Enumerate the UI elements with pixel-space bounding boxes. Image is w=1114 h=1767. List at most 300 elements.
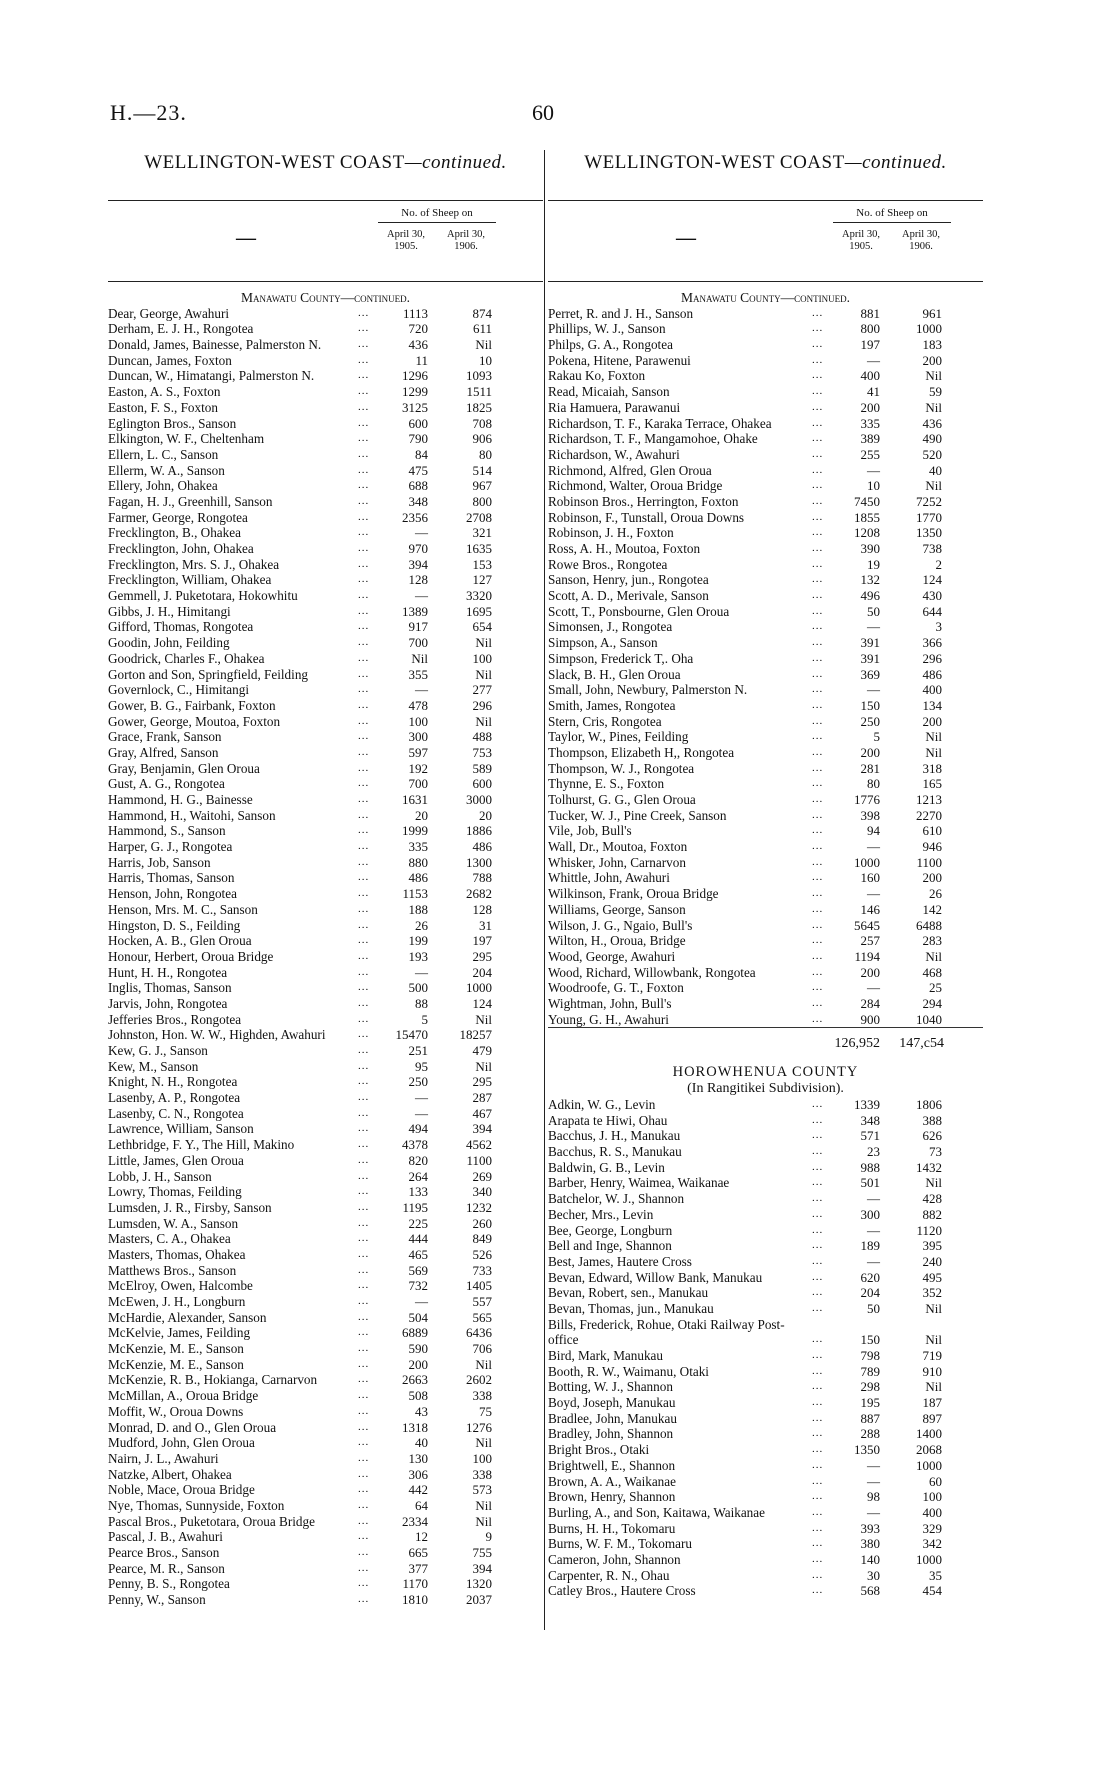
horowhenua-subheading: (In Rangitikei Subdivision). <box>687 1081 844 1097</box>
sheep-1905: 1194 <box>854 948 880 964</box>
owner-name: Vile, Job, Bull's <box>548 823 632 839</box>
leader-dots: ... <box>358 385 370 398</box>
owner-name: Tucker, W. J., Pine Creek, Sanson <box>548 807 727 823</box>
sheep-1905: 1299 <box>402 384 428 400</box>
owner-name: Brightwell, E., Shannon <box>548 1457 676 1473</box>
owner-name: Booth, R. W., Waimanu, Otaki <box>548 1363 709 1379</box>
sheep-1906: Nil <box>925 1175 942 1191</box>
sheep-1906: 946 <box>922 839 942 855</box>
leader-dots: ... <box>812 1192 824 1205</box>
owner-name: Simonsen, J., Rongotea <box>548 619 673 635</box>
table-row <box>108 1451 543 1467</box>
table-row <box>548 416 983 432</box>
sheep-1906: 565 <box>472 1309 492 1325</box>
sheep-1906: 153 <box>472 556 492 572</box>
table-row <box>548 353 983 369</box>
table-row <box>548 619 983 635</box>
leader-dots: ... <box>812 1012 824 1025</box>
table-row <box>108 1121 543 1137</box>
table-row <box>548 1505 983 1521</box>
leader-dots: ... <box>358 1483 370 1496</box>
table-row <box>108 1482 543 1498</box>
left-date-1906: April 30, 1906. <box>447 229 485 252</box>
sheep-1905: 398 <box>860 807 880 823</box>
sheep-1906: 128 <box>472 901 492 917</box>
sheep-1906: 1000 <box>916 1457 942 1473</box>
owner-name: Baldwin, G. B., Levin <box>548 1159 665 1175</box>
sheep-1906: 340 <box>472 1184 492 1200</box>
table-row <box>108 933 543 949</box>
leader-dots: ... <box>358 1247 370 1260</box>
sheep-1906: 2270 <box>916 807 942 823</box>
owner-name: McEwen, J. H., Longburn <box>108 1294 246 1309</box>
sheep-1906: Nil <box>925 478 942 494</box>
leader-dots: ... <box>812 1552 824 1565</box>
leader-dots: ... <box>812 1145 824 1158</box>
sheep-1906: 6488 <box>916 917 942 933</box>
leader-dots: ... <box>812 777 824 790</box>
sheep-1906: 2068 <box>916 1442 942 1458</box>
owner-name: Frecklington, William, Ohakea <box>108 572 272 588</box>
leader-dots: ... <box>812 1568 824 1581</box>
sheep-1905: 30 <box>867 1567 880 1583</box>
table-row <box>108 510 543 526</box>
sheep-1905: 200 <box>860 744 880 760</box>
leader-dots: ... <box>358 1342 370 1355</box>
table-row <box>548 1426 983 1442</box>
leader-dots: ... <box>812 808 824 821</box>
table-row <box>548 431 983 447</box>
sheep-1905: 504 <box>408 1309 428 1325</box>
sheep-1905: 389 <box>860 431 880 447</box>
leader-dots: ... <box>812 793 824 805</box>
sheep-1905: 250 <box>408 1074 428 1090</box>
sheep-1906: 200 <box>922 870 942 886</box>
sheep-1906: 961 <box>922 305 942 321</box>
sheep-1906: 75 <box>479 1403 492 1419</box>
sheep-1906: Nil <box>475 1513 492 1529</box>
table-row <box>108 1169 543 1185</box>
owner-name: Wightman, John, Bull's <box>548 995 672 1011</box>
leader-dots: ... <box>358 1593 370 1606</box>
sheep-1905: 188 <box>408 901 428 917</box>
owner-name: Botting, W. J., Shannon <box>548 1379 673 1395</box>
sheep-1906: 967 <box>472 478 492 494</box>
sheep-1905: 26 <box>415 917 428 933</box>
table-row <box>108 588 543 604</box>
sheep-1905: 688 <box>408 478 428 494</box>
sheep-1905: 12 <box>415 1529 428 1545</box>
sheep-1905: 442 <box>408 1482 428 1498</box>
owner-name: Richardson, T. F., Mangamohoe, Ohake <box>548 431 758 447</box>
owner-name: Frecklington, Mrs. S. J., Ohakea <box>108 556 280 572</box>
sheep-1906: Nil <box>925 744 942 760</box>
leader-dots: ... <box>358 557 370 570</box>
sheep-1906: 296 <box>472 697 492 713</box>
sheep-1905: 377 <box>408 1560 428 1576</box>
table-row <box>108 635 543 651</box>
sheep-1905: — <box>867 886 880 902</box>
sheep-1905: 790 <box>408 431 428 447</box>
sheep-1905: 15470 <box>395 1027 428 1043</box>
table-row <box>108 1012 543 1028</box>
sheep-1906: 295 <box>472 1074 492 1090</box>
right-section-heading: Manawatu County—continued. <box>680 290 851 305</box>
owner-name: McKenzie, R. B., Hokianga, Carnarvon <box>108 1372 318 1388</box>
owner-name: Pascal, J. B., Awahuri <box>108 1529 223 1545</box>
table-row <box>548 1285 983 1301</box>
left-sheep-header: No. of Sheep on <box>378 207 496 223</box>
table-row <box>108 839 543 855</box>
leader-dots: ... <box>812 667 824 680</box>
table-row <box>548 714 983 730</box>
table-row <box>108 1576 543 1592</box>
sheep-1905: 251 <box>408 1043 428 1058</box>
sheep-1906: 1635 <box>466 541 492 556</box>
leader-dots: ... <box>358 510 370 523</box>
sheep-1906: 80 <box>479 446 492 462</box>
owner-name: Eglington Bros., Sanson <box>108 415 237 431</box>
leader-dots: ... <box>358 369 370 382</box>
owner-name: Bevan, Thomas, jun., Manukau <box>548 1300 714 1316</box>
sheep-1906: 600 <box>472 776 492 792</box>
leader-dots: ... <box>812 369 824 382</box>
sheep-1906: 706 <box>472 1341 492 1357</box>
sheep-1906: 526 <box>472 1246 492 1262</box>
sheep-1905: 478 <box>408 697 428 713</box>
left-table-body <box>108 290 543 1608</box>
sheep-1906: 18257 <box>459 1027 492 1043</box>
leader-dots: ... <box>812 761 824 774</box>
owner-name: Slack, B. H., Glen Oroua <box>548 666 681 682</box>
sheep-1905: 95 <box>415 1058 428 1074</box>
right-table-header <box>548 200 983 282</box>
table-row <box>548 604 983 620</box>
sheep-1905: 1776 <box>854 792 880 807</box>
sheep-1906: 400 <box>922 682 942 698</box>
leader-dots: ... <box>358 855 370 868</box>
leader-dots: ... <box>812 871 824 884</box>
table-row <box>108 447 543 463</box>
sheep-1906: 589 <box>472 760 492 776</box>
sheep-1906: Nil <box>475 1356 492 1372</box>
leader-dots: ... <box>358 793 370 805</box>
leader-dots: ... <box>358 1185 370 1198</box>
sheep-1905: — <box>415 1294 428 1309</box>
leader-dots: ... <box>358 714 370 727</box>
owner-name: Richardson, W., Awahuri <box>548 446 680 462</box>
sheep-1905: 193 <box>408 948 428 964</box>
owner-name: McHardie, Alexander, Sanson <box>108 1309 267 1325</box>
leader-dots: ... <box>358 636 370 649</box>
owner-name: Thompson, W. J., Rongotea <box>548 760 695 776</box>
sheep-1906: 708 <box>472 415 492 431</box>
table-row <box>108 1561 543 1577</box>
sheep-1906: Nil <box>925 729 942 745</box>
owner-name: Perret, R. and J. H., Sanson <box>548 305 694 321</box>
sheep-1905: — <box>867 462 880 478</box>
sheep-1906: 626 <box>922 1128 942 1144</box>
owner-name: Bradley, John, Shannon <box>548 1426 674 1442</box>
sheep-1905: 43 <box>415 1403 428 1419</box>
owner-name: Stern, Cris, Rongotea <box>548 713 662 729</box>
sheep-1905: 100 <box>408 713 428 729</box>
leader-dots: ... <box>358 1106 370 1119</box>
sheep-1905: 204 <box>860 1285 880 1301</box>
table-row <box>108 337 543 353</box>
table-row <box>548 572 983 588</box>
sheep-1906: 269 <box>472 1168 492 1184</box>
owner-name: Whisker, John, Carnarvon <box>548 854 686 870</box>
owner-name: Catley Bros., Hautere Cross <box>548 1583 696 1599</box>
table-row <box>108 1325 543 1341</box>
sheep-1905: Nil <box>411 650 428 666</box>
sheep-1906: 124 <box>472 995 492 1011</box>
sheep-1905: 306 <box>408 1466 428 1482</box>
leader-dots: ... <box>812 855 824 868</box>
sheep-1906: 428 <box>922 1191 942 1207</box>
owner-name: Lasenby, C. N., Rongotea <box>108 1105 244 1121</box>
sheep-1906: 277 <box>472 682 492 698</box>
leader-dots: ... <box>812 887 824 900</box>
leader-dots: ... <box>812 636 824 649</box>
owner-name: Richmond, Walter, Oroua Bridge <box>548 478 723 494</box>
owner-name: Harris, Thomas, Sanson <box>108 870 235 886</box>
table-row <box>548 745 983 761</box>
right-total-row <box>548 1027 983 1060</box>
leader-dots: ... <box>812 918 824 931</box>
table-row <box>108 494 543 510</box>
table-row <box>548 494 983 510</box>
sheep-1905: 1296 <box>402 368 428 384</box>
table-row <box>108 431 543 447</box>
table-row <box>108 965 543 981</box>
owner-name: Best, James, Hautere Cross <box>548 1253 692 1269</box>
leader-dots: ... <box>358 1451 370 1464</box>
horowhenua-heading: HOROWHENUA COUNTY <box>672 1064 859 1081</box>
owner-name: Bills, Frederick, Rohue, Otaki Railway Post-office <box>548 1316 785 1348</box>
leader-dots: ... <box>812 1349 824 1362</box>
leader-dots: ... <box>812 1129 824 1142</box>
sheep-1906: 1695 <box>466 603 492 619</box>
sheep-1905: — <box>415 964 428 980</box>
owner-name: Hammond, H. G., Bainesse <box>108 792 253 807</box>
owner-name: Lumsden, W. A., Sanson <box>108 1215 239 1231</box>
sheep-1906: 2037 <box>466 1592 492 1608</box>
table-row <box>108 1529 543 1545</box>
sheep-1906: 1400 <box>916 1426 942 1442</box>
table-row <box>108 1420 543 1436</box>
sheep-1906: 187 <box>922 1395 942 1411</box>
sheep-1905: 348 <box>860 1112 880 1128</box>
owner-name: Bee, George, Longburn <box>548 1222 673 1238</box>
sheep-1905: 486 <box>408 870 428 886</box>
owner-name: Ellerm, W. A., Sanson <box>108 462 225 478</box>
table-row <box>108 321 543 337</box>
sheep-1905: 1170 <box>402 1576 428 1592</box>
leader-dots: ... <box>358 1216 370 1229</box>
sheep-1906: 1825 <box>466 399 492 415</box>
sheep-1905: 970 <box>408 541 428 556</box>
table-row <box>108 604 543 620</box>
owner-name: Sanson, Henry, jun., Rongotea <box>548 572 709 588</box>
sheep-1906: 874 <box>472 305 492 321</box>
table-row <box>108 1247 543 1263</box>
leader-dots: ... <box>358 1263 370 1276</box>
owner-name: Tolhurst, G. G., Glen Oroua <box>548 792 696 807</box>
owner-name: Ross, A. H., Moutoa, Foxton <box>548 541 701 556</box>
sheep-1906: 1213 <box>916 792 942 807</box>
sheep-1905: 10 <box>867 478 880 494</box>
sheep-1905: 1153 <box>402 886 428 902</box>
leader-dots: ... <box>812 1207 824 1220</box>
table-row <box>548 886 983 902</box>
sheep-1905: 568 <box>860 1583 880 1599</box>
leader-dots: ... <box>358 745 370 758</box>
sheep-1905: — <box>415 1105 428 1121</box>
owner-name: Masters, C. A., Ohakea <box>108 1231 231 1247</box>
leader-dots: ... <box>812 463 824 476</box>
table-row <box>108 541 543 557</box>
sheep-1905: 192 <box>408 760 428 776</box>
sheep-1905: 571 <box>860 1128 880 1144</box>
sheep-1906: 394 <box>472 1560 492 1576</box>
owner-name: Lowry, Thomas, Feilding <box>108 1184 242 1200</box>
leader-dots: ... <box>358 447 370 460</box>
table-row <box>548 1207 983 1223</box>
leader-dots: ... <box>812 1380 824 1393</box>
table-row <box>548 965 983 981</box>
table-row <box>548 463 983 479</box>
sheep-1905: 436 <box>408 337 428 353</box>
table-row <box>548 651 983 667</box>
owner-name: Wilson, J. G., Ngaio, Bull's <box>548 917 693 933</box>
sheep-1905: 1350 <box>854 1442 880 1458</box>
sheep-1906: 1276 <box>466 1419 492 1435</box>
sheep-1906: 100 <box>472 650 492 666</box>
leader-dots: ... <box>812 1333 824 1346</box>
leader-dots: ... <box>358 416 370 429</box>
leader-dots: ... <box>812 1113 824 1126</box>
sheep-1906: 342 <box>922 1536 942 1552</box>
sheep-1906: 2682 <box>466 886 492 902</box>
owner-name: Thompson, Elizabeth H,, Rongotea <box>548 744 735 760</box>
sheep-1906: 352 <box>922 1285 942 1301</box>
right-date-1905: April 30, 1905. <box>842 229 880 252</box>
leader-dots: ... <box>358 1091 370 1104</box>
table-row <box>108 1372 543 1388</box>
leader-dots: ... <box>812 589 824 602</box>
owner-name: Penny, B. S., Rongotea <box>108 1576 230 1592</box>
table-row <box>548 933 983 949</box>
table-row <box>108 1467 543 1483</box>
owner-name: Bradlee, John, Manukau <box>548 1410 677 1426</box>
sheep-1905: 20 <box>415 807 428 823</box>
sheep-1905: 4378 <box>402 1137 428 1153</box>
leader-dots: ... <box>812 651 824 664</box>
sheep-1905: — <box>867 352 880 368</box>
owner-name: Bell and Inge, Shannon <box>548 1238 672 1254</box>
owner-name: Ellern, L. C., Sanson <box>108 446 219 462</box>
leader-dots: ... <box>358 542 370 554</box>
owner-name: Nairn, J. L., Awahuri <box>108 1450 219 1466</box>
leader-dots: ... <box>812 1443 824 1456</box>
leader-dots: ... <box>358 730 370 743</box>
owner-name: Goodrick, Charles F., Ohakea <box>108 650 265 666</box>
sheep-1906: 1120 <box>916 1222 942 1238</box>
leader-dots: ... <box>812 824 824 837</box>
table-row <box>548 1160 983 1176</box>
sheep-1906: 294 <box>922 995 942 1011</box>
owner-name: Lumsden, J. R., Firsby, Sanson <box>108 1199 272 1215</box>
table-row <box>548 870 983 886</box>
leader-dots: ... <box>358 1169 370 1182</box>
leader-dots: ... <box>812 353 824 366</box>
table-row <box>548 1175 983 1191</box>
leader-dots: ... <box>358 1326 370 1339</box>
owner-name: Bevan, Robert, sen., Manukau <box>548 1285 709 1301</box>
leader-dots: ... <box>358 1200 370 1213</box>
sheep-1906: 321 <box>472 525 492 541</box>
sheep-1905: — <box>415 682 428 698</box>
owner-name: Gibbs, J. H., Himitangi <box>108 603 231 619</box>
sheep-1906: 388 <box>922 1112 942 1128</box>
sheep-1905: 496 <box>860 588 880 604</box>
sheep-1906: 454 <box>922 1583 942 1599</box>
table-row <box>548 306 983 322</box>
table-row <box>108 306 543 322</box>
sheep-1906: 2 <box>935 556 942 572</box>
table-row <box>108 808 543 824</box>
owner-name: Ellery, John, Ohakea <box>108 478 218 494</box>
sheep-1905: 600 <box>408 415 428 431</box>
leader-dots: ... <box>812 573 824 586</box>
owner-name: Scott, T., Ponsbourne, Glen Oroua <box>548 603 730 619</box>
owner-name: Gower, George, Moutoa, Foxton <box>108 713 281 729</box>
owner-name: Goodin, John, Feilding <box>108 635 230 651</box>
owner-name: Pascal Bros., Puketotara, Oroua Bridge <box>108 1513 315 1529</box>
sheep-1906: 6436 <box>466 1325 492 1341</box>
table-row <box>548 1270 983 1286</box>
sheep-1905: 84 <box>415 446 428 462</box>
report-code: H.—23. <box>110 100 187 125</box>
leader-dots: ... <box>358 965 370 978</box>
leader-dots: ... <box>812 1160 824 1173</box>
leader-dots: ... <box>358 777 370 790</box>
owner-name: Whittle, John, Awahuri <box>548 870 670 886</box>
sheep-1906: 200 <box>922 352 942 368</box>
table-row <box>108 1357 543 1373</box>
sheep-1906: 20 <box>479 807 492 823</box>
owner-name: Barber, Henry, Waimea, Waikanae <box>548 1175 730 1191</box>
leader-dots: ... <box>812 557 824 570</box>
owner-name: Small, John, Newbury, Palmerston N. <box>548 682 748 698</box>
sheep-1905: 444 <box>408 1231 428 1247</box>
leader-dots: ... <box>812 479 824 492</box>
sheep-1905: 500 <box>408 980 428 996</box>
owner-name: Wall, Dr., Moutoa, Foxton <box>548 839 688 855</box>
table-row <box>108 886 543 902</box>
sheep-1905: 1810 <box>402 1592 428 1608</box>
sheep-1906: 1432 <box>916 1159 942 1175</box>
table-row <box>548 996 983 1012</box>
owner-name: Pearce Bros., Sanson <box>108 1545 220 1560</box>
sheep-1906: 906 <box>472 431 492 447</box>
table-row <box>548 1379 983 1395</box>
sheep-1905: 1389 <box>402 603 428 619</box>
table-row <box>108 870 543 886</box>
leader-dots: ... <box>358 808 370 821</box>
